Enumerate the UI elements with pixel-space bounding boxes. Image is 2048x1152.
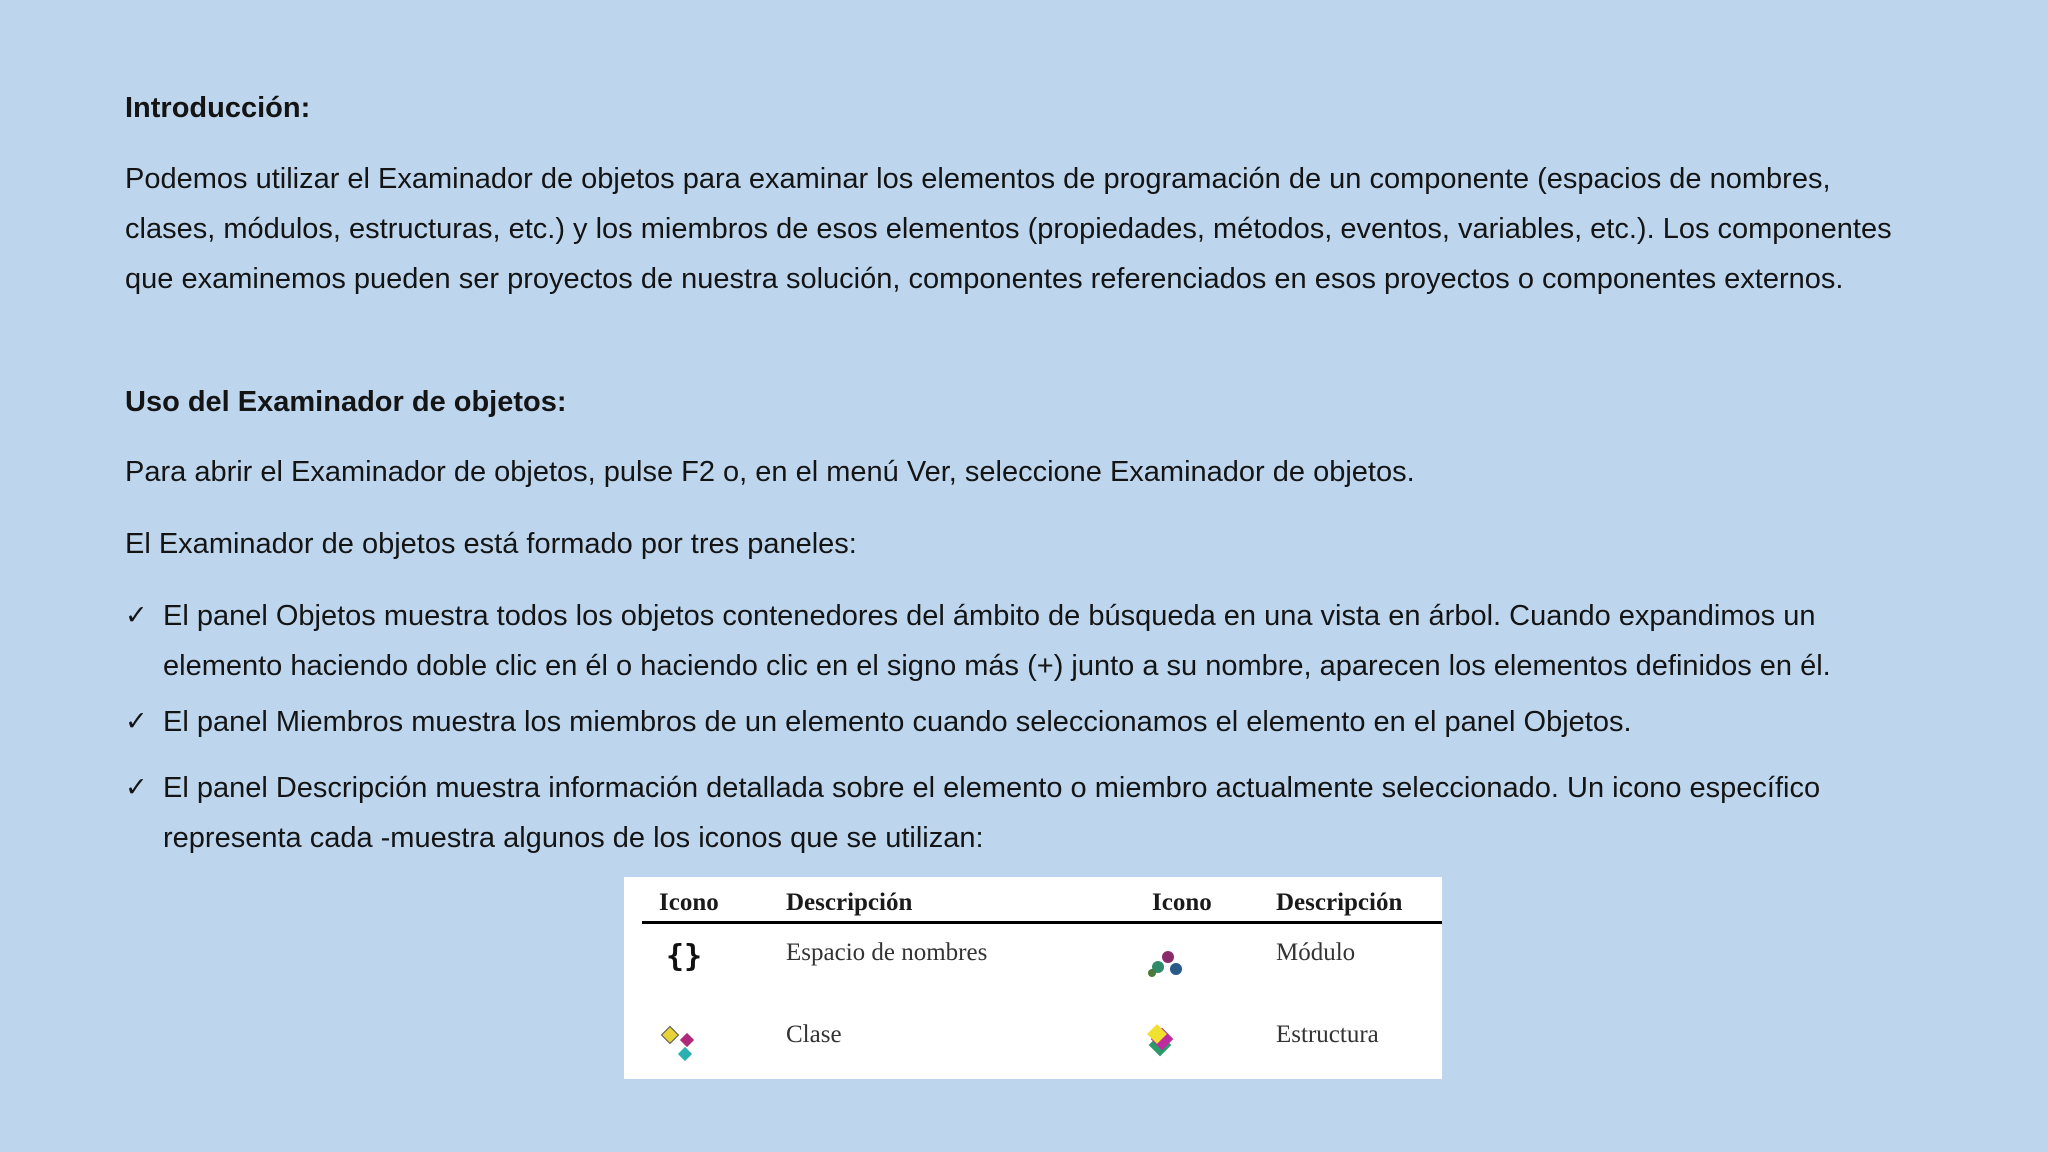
header-rule [642, 921, 1442, 924]
namespace-braces-icon: {} [666, 939, 703, 974]
checkmark-icon: ✓ [125, 706, 148, 737]
open-instructions: Para abrir el Examinador de objetos, pulse F2 o, en el menú Ver, seleccione Examinador de objetos. [125, 456, 1415, 488]
table-cell-desc: Módulo [1276, 939, 1356, 966]
bullet-objects-panel [125, 591, 1905, 691]
bullet-text: El panel Objetos muestra todos los objetos contenedores del ámbito de búsqueda en una vista en árbol. Cuando expandimos un elemento haciendo doble clic en él o haciendo clic en el signo más (+) junto a su nombre, aparecen los elementos definidos en él. [163, 600, 1831, 682]
table-cell-desc: Espacio de nombres [786, 939, 988, 966]
table-header-icon-2: Icono [1152, 889, 1212, 916]
intro-heading: Introducción: [125, 92, 311, 124]
table-cell-desc: Estructura [1276, 1021, 1379, 1048]
icon-table [624, 877, 1442, 1079]
intro-paragraph: Podemos utilizar el Examinador de objetos para examinar los elementos de programación de un componente (espacios de nombres, clases, módulos, estructuras, etc.) y los miembros de esos elementos (propiedades, métodos, eventos, variables, etc.). Los componentes que examinemos pueden ser proyectos de nuestra solución, componentes referenciados en esos proyectos o componentes externos. [125, 163, 1892, 295]
table-cell-desc: Clase [786, 1021, 842, 1048]
panels-intro: El Examinador de objetos está formado por tres paneles: [125, 528, 857, 560]
bullet-members-panel [125, 697, 1905, 747]
bullet-text: El panel Miembros muestra los miembros de un elemento cuando seleccionamos el elemento en el panel Objetos. [163, 706, 1632, 738]
class-icon [660, 1023, 702, 1063]
usage-heading: Uso del Examinador de objetos: [125, 386, 567, 418]
bullet-description-panel [125, 763, 1905, 863]
table-header-icon: Icono [659, 889, 719, 916]
bullet-text: El panel Descripción muestra información detallada sobre el elemento o miembro actualmente seleccionado. Un icono específico representa cada -muestra algunos de los iconos que se utilizan: [163, 772, 1821, 854]
table-header-description: Descripción [786, 889, 913, 916]
checkmark-icon: ✓ [125, 600, 148, 631]
structure-icon [1142, 1023, 1184, 1063]
checkmark-icon: ✓ [125, 772, 148, 803]
table-header-description-2: Descripción [1276, 889, 1403, 916]
module-icon [1146, 943, 1188, 979]
